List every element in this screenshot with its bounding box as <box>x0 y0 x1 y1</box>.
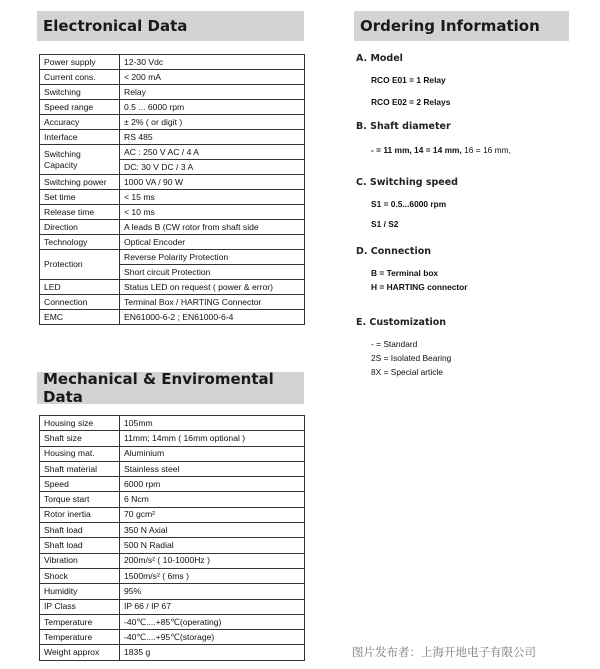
electronical-spec-value: Short circuit Protection <box>120 265 305 280</box>
ordering-customization-1: - = Standard <box>371 339 418 349</box>
mechanical-spec-value: 95% <box>120 584 305 599</box>
electronical-data-table <box>39 54 305 325</box>
mechanical-spec-value: 500 N Radial <box>120 538 305 553</box>
publisher-watermark: 图片发布者：上海开地电子有限公司 <box>352 645 536 659</box>
electronical-spec-row <box>40 280 305 295</box>
mechanical-spec-label: Torque start <box>40 492 120 507</box>
ordering-model-heading: A. Model <box>356 53 403 64</box>
ordering-customization-3: 8X = Special article <box>371 367 443 377</box>
electronical-spec-row <box>40 310 305 325</box>
electronical-spec-label: LED <box>40 280 120 295</box>
mechanical-spec-row <box>40 523 305 538</box>
mechanical-spec-value: 70 gcm² <box>120 507 305 522</box>
electronical-spec-row <box>40 85 305 100</box>
mechanical-spec-label: Temperature <box>40 614 120 629</box>
mechanical-spec-label: Housing mat. <box>40 446 120 461</box>
ordering-model-1: RCO E01 = 1 Relay <box>371 75 446 85</box>
ordering-shaft-a: - = 11 mm, 14 = 14 mm, <box>371 145 462 155</box>
mechanical-spec-row <box>40 461 305 476</box>
electronical-spec-value: Terminal Box / HARTING Connector <box>120 295 305 310</box>
ordering-speed-1: S1 = 0.5...6000 rpm <box>371 199 447 209</box>
electronical-spec-label: Switching power <box>40 175 120 190</box>
mechanical-spec-row <box>40 568 305 583</box>
electronical-spec-row <box>40 295 305 310</box>
ordering-connection-1: B = Terminal box <box>371 268 439 278</box>
mechanical-spec-row <box>40 630 305 645</box>
mechanical-spec-label: IP Class <box>40 599 120 614</box>
electronical-spec-value: Reverse Polarity Protection <box>120 250 305 265</box>
electronical-spec-value: < 15 ms <box>120 190 305 205</box>
electronical-spec-row <box>40 235 305 250</box>
ordering-model-2: RCO E02 = 2 Relays <box>371 97 451 107</box>
mechanical-spec-row <box>40 507 305 522</box>
mechanical-spec-row <box>40 446 305 461</box>
mechanical-spec-label: Weight approx <box>40 645 120 660</box>
electronical-spec-row <box>40 190 305 205</box>
electronical-data-title: Electronical Data <box>37 11 304 41</box>
mechanical-spec-label: Vibration <box>40 553 120 568</box>
mechanical-spec-label: Temperature <box>40 630 120 645</box>
electronical-spec-value: < 200 mA <box>120 70 305 85</box>
mechanical-spec-row <box>40 645 305 660</box>
electronical-spec-value: A leads B (CW rotor from shaft side <box>120 220 305 235</box>
mechanical-spec-label: Shaft load <box>40 538 120 553</box>
mechanical-spec-row <box>40 477 305 492</box>
electronical-spec-label: Current cons. <box>40 70 120 85</box>
electronical-spec-label: Direction <box>40 220 120 235</box>
electronical-spec-value: 1000 VA / 90 W <box>120 175 305 190</box>
ordering-speed-2: S1 / S2 <box>371 219 399 229</box>
electronical-spec-value: 0.5 ... 6000 rpm <box>120 100 305 115</box>
mechanical-spec-label: Rotor inertia <box>40 507 120 522</box>
electronical-spec-value: ± 2% ( or digit ) <box>120 115 305 130</box>
electronical-spec-row <box>40 100 305 115</box>
mechanical-spec-row <box>40 431 305 446</box>
mechanical-data-title: Mechanical & Enviromental Data <box>37 372 304 404</box>
electronical-spec-row <box>40 175 305 190</box>
electronical-spec-value: DC: 30 V DC / 3 A <box>120 160 305 175</box>
electronical-spec-value: < 10 ms <box>120 205 305 220</box>
electronical-spec-label: Accuracy <box>40 115 120 130</box>
mechanical-spec-label: Shock <box>40 568 120 583</box>
electronical-spec-value: Relay <box>120 85 305 100</box>
electronical-spec-label: Switching Capacity <box>40 145 120 175</box>
ordering-shaft-options <box>371 145 511 155</box>
mechanical-spec-value: 200m/s² ( 10-1000Hz ) <box>120 553 305 568</box>
mechanical-spec-value: Stainless steel <box>120 461 305 476</box>
electronical-spec-label: Speed range <box>40 100 120 115</box>
mechanical-spec-label: Humidity <box>40 584 120 599</box>
electronical-spec-label: Set time <box>40 190 120 205</box>
electronical-spec-value: AC : 250 V AC / 4 A <box>120 145 305 160</box>
electronical-spec-row <box>40 145 305 160</box>
mechanical-spec-value: 105mm <box>120 416 305 431</box>
mechanical-spec-row <box>40 614 305 629</box>
mechanical-spec-row <box>40 538 305 553</box>
mechanical-spec-value: IP 66 / IP 67 <box>120 599 305 614</box>
electronical-spec-row <box>40 115 305 130</box>
ordering-customization-2: 2S = Isolated Bearing <box>371 353 452 363</box>
mechanical-spec-label: Shaft material <box>40 461 120 476</box>
mechanical-spec-value: 6000 rpm <box>120 477 305 492</box>
ordering-shaft-b: 16 = 16 mm, <box>464 145 511 155</box>
electronical-spec-label: Technology <box>40 235 120 250</box>
electronical-spec-row <box>40 130 305 145</box>
mechanical-spec-row <box>40 599 305 614</box>
electronical-spec-label: Protection <box>40 250 120 280</box>
electronical-spec-row <box>40 220 305 235</box>
mechanical-spec-label: Housing size <box>40 416 120 431</box>
electronical-spec-label: EMC <box>40 310 120 325</box>
mechanical-spec-label: Shaft size <box>40 431 120 446</box>
mechanical-spec-value: 6 Ncm <box>120 492 305 507</box>
mechanical-spec-row <box>40 492 305 507</box>
mechanical-spec-value: -40℃....+95℃(storage) <box>120 630 305 645</box>
electronical-spec-row <box>40 205 305 220</box>
electronical-spec-label: Power supply <box>40 55 120 70</box>
mechanical-spec-value: Aluminium <box>120 446 305 461</box>
ordering-customization-heading: E. Customization <box>356 317 447 328</box>
mechanical-spec-value: -40℃....+85℃(operating) <box>120 614 305 629</box>
electronical-spec-value: Status LED on request ( power & error) <box>120 280 305 295</box>
electronical-spec-label: Connection <box>40 295 120 310</box>
mechanical-spec-value: 1500m/s² ( 6ms ) <box>120 568 305 583</box>
mechanical-spec-value: 350 N Axial <box>120 523 305 538</box>
ordering-shaft-heading: B. Shaft diameter <box>356 121 451 132</box>
mechanical-spec-row <box>40 584 305 599</box>
electronical-spec-label: Release time <box>40 205 120 220</box>
mechanical-spec-row <box>40 553 305 568</box>
mechanical-spec-value: 1835 g <box>120 645 305 660</box>
electronical-spec-label: Switching <box>40 85 120 100</box>
electronical-spec-row <box>40 70 305 85</box>
mechanical-spec-label: Speed <box>40 477 120 492</box>
electronical-spec-value: RS 485 <box>120 130 305 145</box>
ordering-information-title: Ordering Information <box>354 11 569 41</box>
mechanical-spec-row <box>40 416 305 431</box>
electronical-spec-row <box>40 250 305 265</box>
electronical-spec-value: 12-30 Vdc <box>120 55 305 70</box>
mechanical-spec-value: 11mm; 14mm ( 16mm optional ) <box>120 431 305 446</box>
ordering-connection-heading: D. Connection <box>356 246 431 257</box>
mechanical-data-table <box>39 415 305 661</box>
ordering-speed-heading: C. Switching speed <box>356 177 458 188</box>
electronical-spec-label: Interface <box>40 130 120 145</box>
mechanical-spec-label: Shaft load <box>40 523 120 538</box>
electronical-spec-value: Optical Encoder <box>120 235 305 250</box>
electronical-spec-value: EN61000-6-2 ; EN61000-6-4 <box>120 310 305 325</box>
electronical-spec-row <box>40 55 305 70</box>
ordering-connection-2: H = HARTING connector <box>371 282 468 292</box>
